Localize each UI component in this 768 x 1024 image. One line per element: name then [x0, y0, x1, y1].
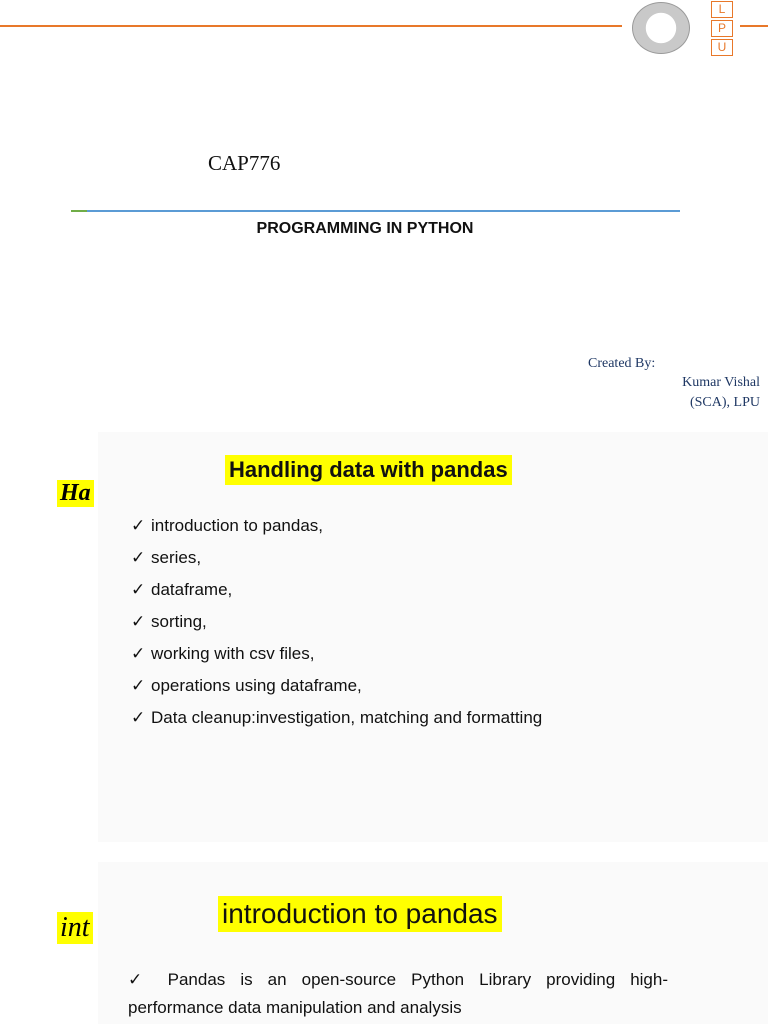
created-by-label: Created By:	[588, 356, 656, 371]
side-heading-fragment: int	[57, 912, 93, 944]
course-title: PROGRAMMING IN PYTHON	[256, 220, 474, 237]
list-item-text: sorting,	[151, 612, 207, 631]
list-item-text: operations using dataframe,	[151, 676, 362, 695]
check-icon: ✓	[131, 676, 146, 695]
slide-title: Handling data with pandas	[225, 455, 512, 485]
lpu-letters-logo	[711, 1, 733, 58]
logo-letter: P	[711, 20, 733, 37]
list-item	[131, 542, 542, 574]
slide-body-paragraph	[128, 966, 668, 1022]
list-item	[131, 638, 542, 670]
side-heading-fragment: Ha	[57, 480, 94, 507]
logo-letter: U	[711, 39, 733, 56]
list-item-text: series,	[151, 548, 202, 567]
title-rule-accent	[71, 210, 87, 212]
list-item	[131, 702, 542, 734]
logo-letter: L	[711, 1, 733, 18]
list-item-text: dataframe,	[151, 580, 233, 599]
list-item	[131, 574, 542, 606]
check-icon: ✓	[131, 644, 146, 663]
check-icon: ✓	[128, 970, 153, 989]
list-item-text: introduction to pandas,	[151, 516, 324, 535]
list-item-text: Data cleanup:investigation, matching and formatting	[151, 708, 543, 727]
list-item	[131, 670, 542, 702]
university-seal-logo	[632, 2, 690, 54]
check-icon: ✓	[131, 708, 146, 727]
title-rule	[71, 210, 680, 212]
check-icon: ✓	[131, 548, 146, 567]
topic-list	[131, 510, 542, 734]
list-item	[131, 510, 542, 542]
check-icon: ✓	[131, 516, 146, 535]
author-affiliation: (SCA), LPU	[689, 395, 760, 410]
header-rule-right	[740, 25, 768, 27]
slide-title: introduction to pandas	[218, 896, 502, 932]
list-item	[131, 606, 542, 638]
list-item-text: working with csv files,	[151, 644, 315, 663]
slide-intro-pandas	[98, 862, 768, 1024]
author-name: Kumar Vishal	[682, 375, 760, 390]
body-text: Pandas is an open-source Python Library providing high-performance data manipulation and analysis	[128, 970, 669, 1017]
check-icon: ✓	[131, 612, 146, 631]
course-code: CAP776	[208, 151, 281, 175]
check-icon: ✓	[131, 580, 146, 599]
slide-handling-data	[98, 432, 768, 842]
header-rule	[0, 25, 622, 27]
